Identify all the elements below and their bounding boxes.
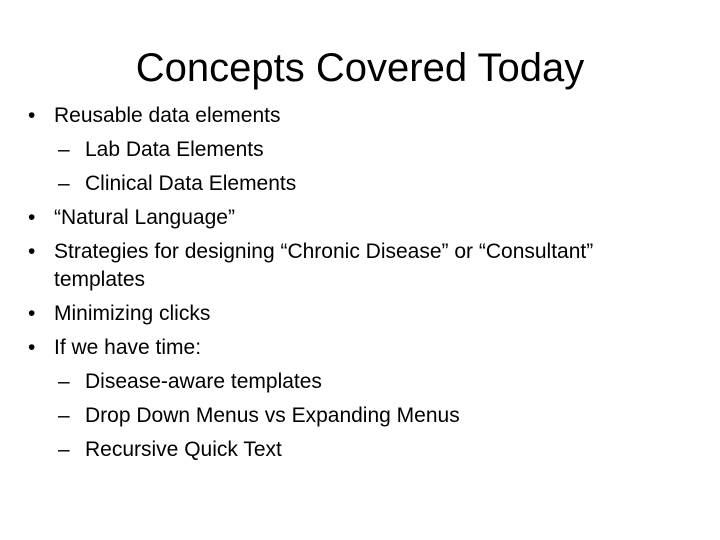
sub-bullet-item [28,433,688,467]
sub-bullet-text: Drop Down Menus vs Expanding Menus [85,404,460,427]
bullet-item [28,235,688,297]
sub-bullet-item [28,133,688,167]
bullet-marker: • [28,302,36,325]
bullet-text: Minimizing clicks [54,302,211,325]
slide-title: Concepts Covered Today [135,46,585,90]
sub-bullet-text: Lab Data Elements [85,138,264,161]
sub-bullet-text: Clinical Data Elements [85,172,297,195]
bullet-marker: • [28,104,36,127]
bullet-item [28,331,688,365]
bullet-marker: • [28,206,36,229]
dash-marker: – [58,438,70,461]
bullet-marker: • [28,240,36,263]
bullet-text: “Natural Language” [54,206,235,229]
bullet-text: If we have time: [54,336,202,359]
bullet-text: Strategies for designing “Chronic Disease” or “Consultant” templates [54,240,594,291]
bullet-text: Reusable data elements [54,104,281,127]
sub-bullet-text: Disease-aware templates [85,370,322,393]
dash-marker: – [58,404,70,427]
bullet-list [28,99,688,467]
bullet-item [28,99,688,133]
sub-bullet-text: Recursive Quick Text [85,438,282,461]
bullet-marker: • [28,336,36,359]
sub-bullet-item [28,365,688,399]
bullet-item [28,201,688,235]
bullet-item [28,297,688,331]
dash-marker: – [58,138,70,161]
dash-marker: – [58,172,70,195]
sub-bullet-item [28,399,688,433]
sub-bullet-item [28,167,688,201]
dash-marker: – [58,370,70,393]
